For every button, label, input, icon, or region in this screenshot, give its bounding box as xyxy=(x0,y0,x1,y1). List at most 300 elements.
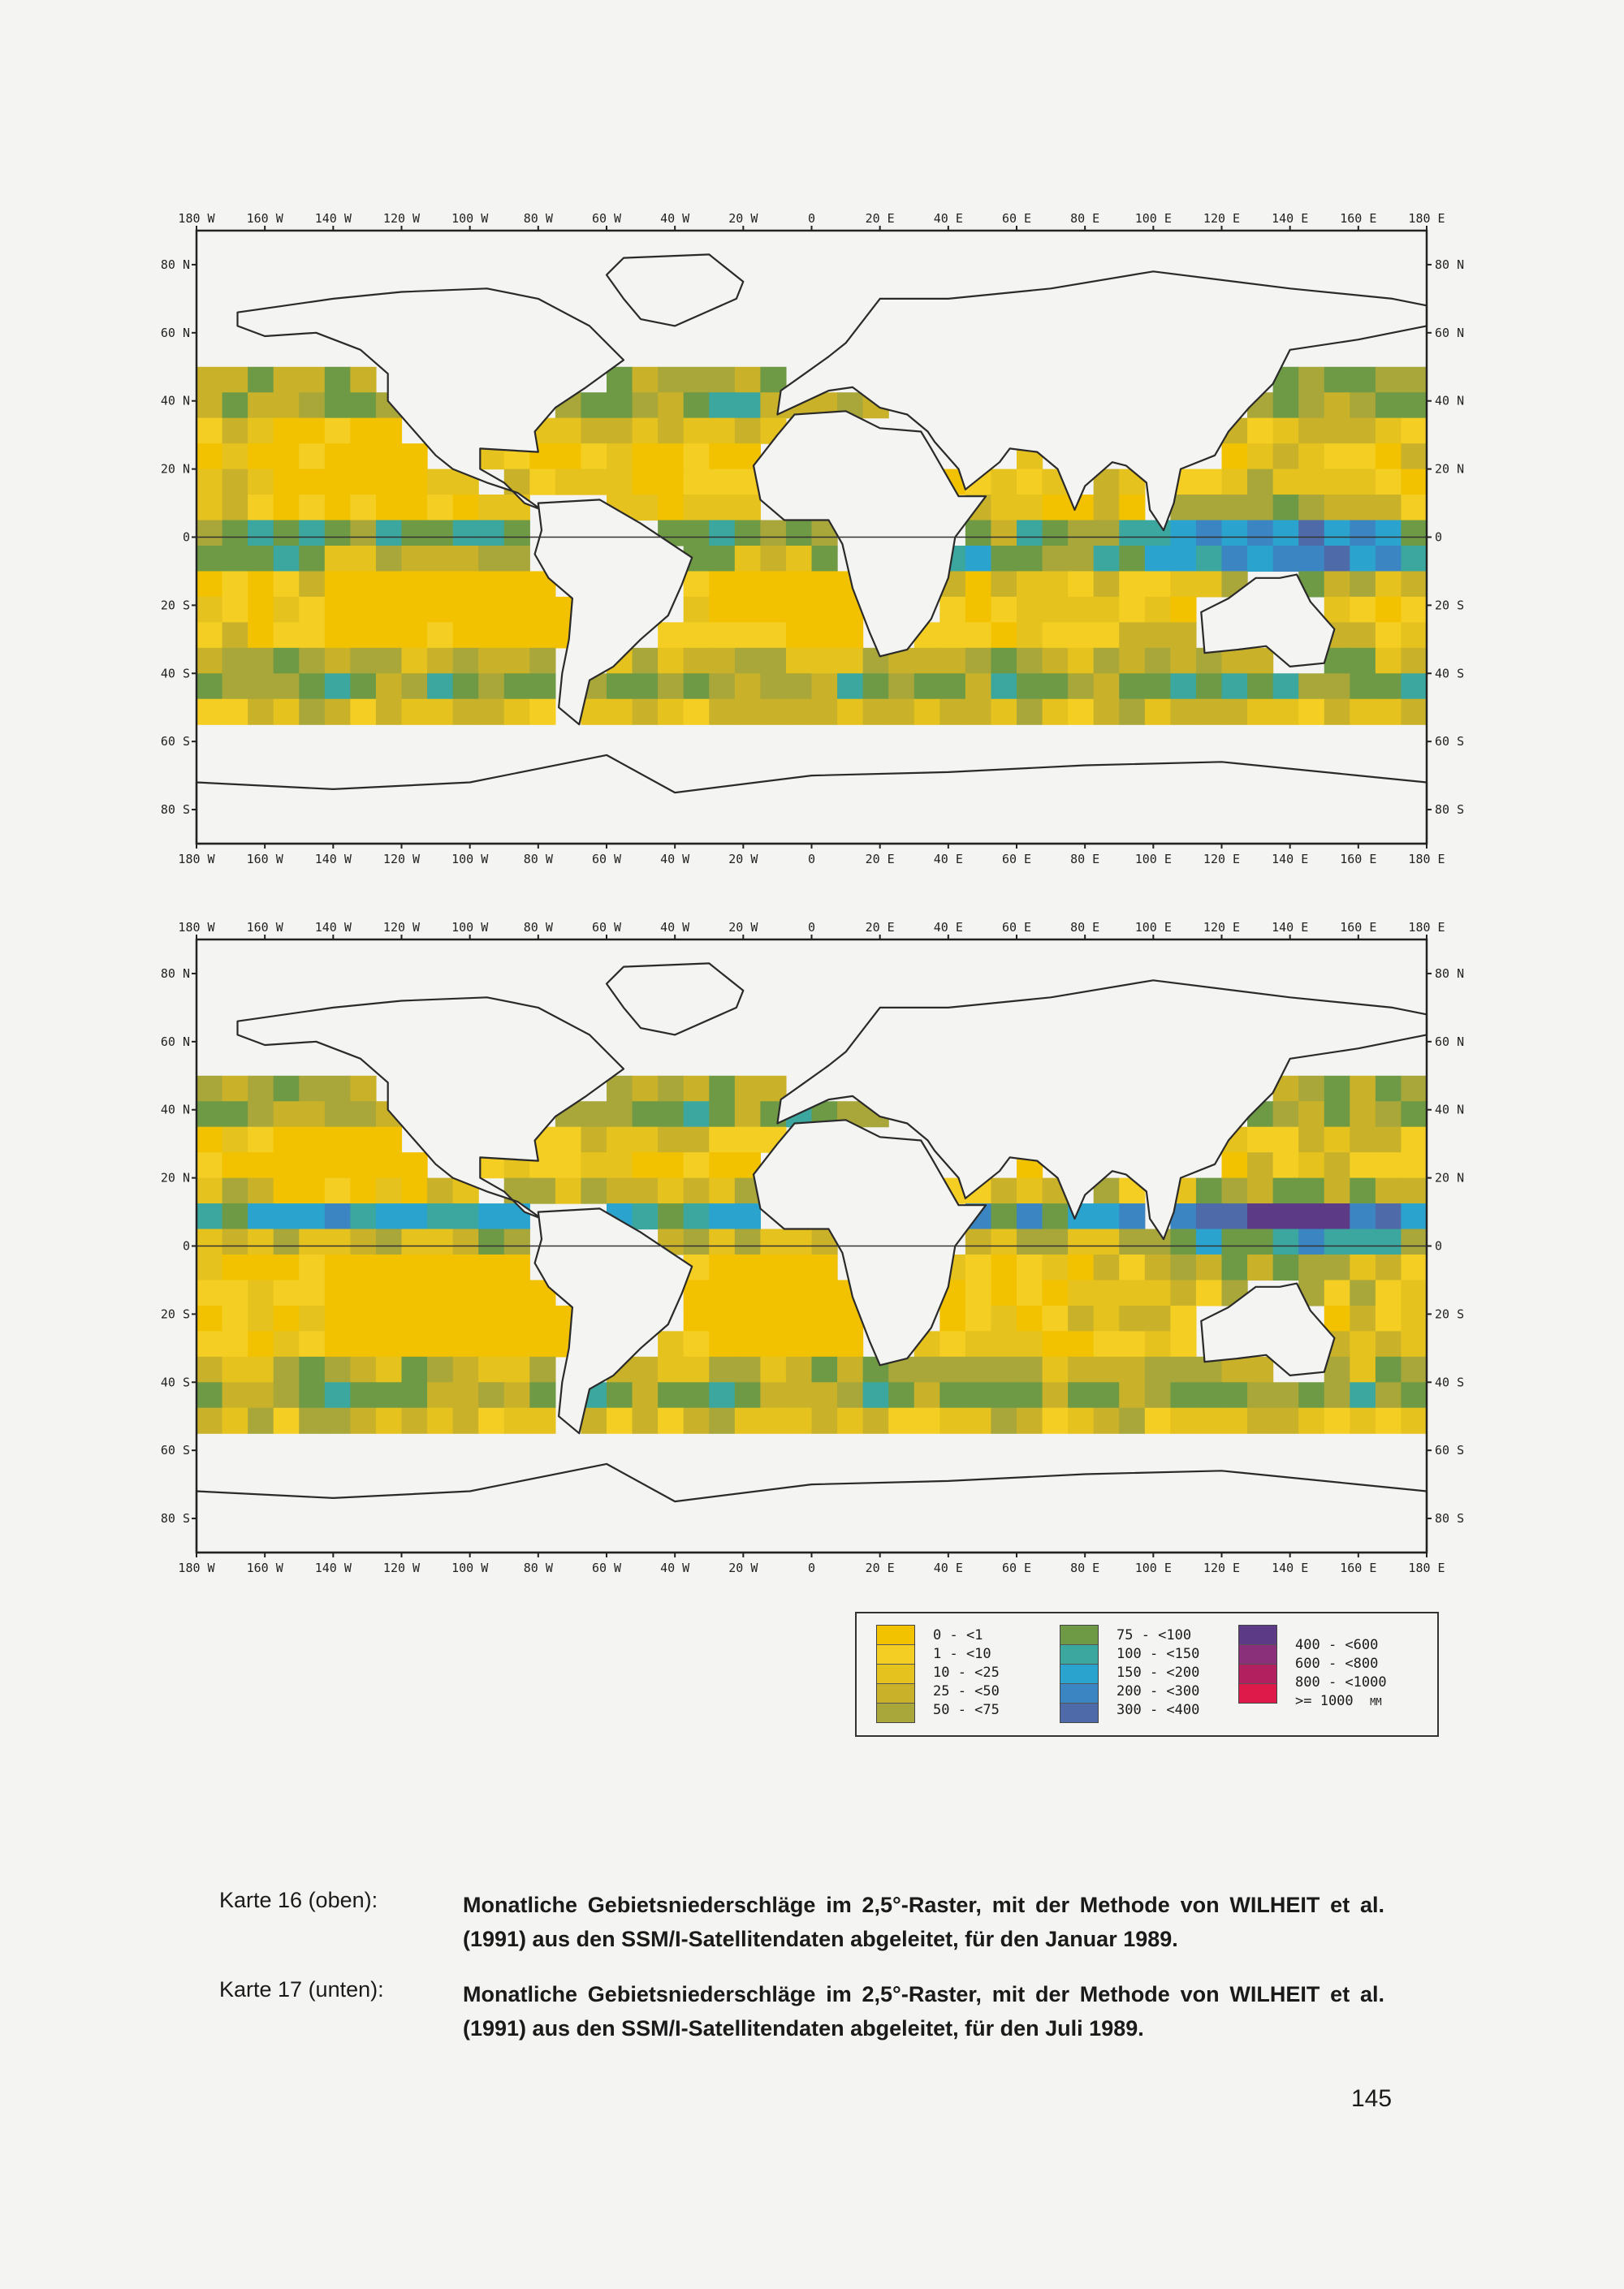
precip-cell xyxy=(760,1357,786,1383)
precip-cell xyxy=(633,1203,659,1229)
precip-cell xyxy=(760,1408,786,1434)
precip-cell xyxy=(197,1229,222,1255)
precip-cell xyxy=(248,1280,274,1306)
precip-cell xyxy=(1298,1382,1324,1408)
precip-cell xyxy=(248,1076,274,1102)
precip-cell xyxy=(350,1280,376,1306)
top-axis-label: 140 E xyxy=(1272,920,1309,935)
bottom-axis-label: 100 E xyxy=(1134,852,1172,866)
bottom-axis-label: 20 W xyxy=(728,852,758,866)
precip-cell xyxy=(222,1331,248,1357)
precip-cell xyxy=(350,1255,376,1281)
precip-cell xyxy=(1350,1101,1376,1127)
precip-cell xyxy=(427,1178,453,1204)
legend-swatch xyxy=(877,1665,914,1684)
right-axis-label: 80 S xyxy=(1435,1511,1465,1527)
precip-cell xyxy=(299,1306,325,1332)
precip-cell xyxy=(299,1203,325,1229)
precip-cell xyxy=(478,1255,504,1281)
precip-cell xyxy=(709,1127,735,1153)
bottom-axis-label: 40 E xyxy=(933,1561,963,1575)
precip-cell xyxy=(197,1382,222,1408)
precip-cell xyxy=(1068,1255,1094,1281)
precip-cell xyxy=(581,1101,607,1127)
precip-cell xyxy=(684,1178,710,1204)
precip-cell xyxy=(248,1357,274,1383)
precip-cell xyxy=(1222,1382,1248,1408)
right-axis-label: 80 N xyxy=(1435,965,1465,981)
top-axis-label: 120 W xyxy=(382,211,421,226)
precip-cell xyxy=(376,1127,402,1153)
precip-cell xyxy=(991,1203,1017,1229)
legend-label: 100 - <150 xyxy=(1116,1646,1200,1662)
precip-cell xyxy=(760,1280,786,1306)
precip-cell xyxy=(1324,1203,1350,1229)
precip-cell xyxy=(1247,1178,1273,1204)
precip-cell xyxy=(427,1331,453,1357)
precip-cell xyxy=(1145,1382,1171,1408)
precip-cell xyxy=(427,1229,453,1255)
top-axis-label: 140 W xyxy=(314,211,352,226)
legend-label: 150 - <200 xyxy=(1116,1665,1200,1681)
precip-cell xyxy=(760,1382,786,1408)
legend-swatch xyxy=(1060,1626,1098,1645)
precip-cell xyxy=(1196,1382,1222,1408)
precip-cell xyxy=(709,1076,735,1102)
bottom-axis-label: 40 W xyxy=(660,1561,690,1575)
legend-swatch xyxy=(1239,1684,1276,1703)
precip-cell xyxy=(427,1255,453,1281)
precip-cell xyxy=(529,1306,555,1332)
precip-cell xyxy=(1043,1331,1069,1357)
precip-cell xyxy=(939,1331,965,1357)
precip-cell xyxy=(325,1382,351,1408)
precip-cell xyxy=(325,1203,351,1229)
precip-cell xyxy=(939,1408,965,1434)
bottom-axis-label: 160 W xyxy=(246,852,283,866)
precip-cell xyxy=(478,1408,504,1434)
precip-cell xyxy=(735,1127,761,1153)
left-axis-label: 60 N xyxy=(160,325,190,340)
top-axis-label: 120 E xyxy=(1203,211,1241,226)
bottom-axis-label: 180 W xyxy=(178,1561,215,1575)
precip-cell xyxy=(837,1331,863,1357)
precip-cell xyxy=(222,1229,248,1255)
precip-cell xyxy=(248,1255,274,1281)
precip-cell xyxy=(581,1127,607,1153)
precip-cell xyxy=(965,1255,991,1281)
precip-cell xyxy=(1401,1203,1427,1229)
precip-cell xyxy=(812,1280,838,1306)
precip-cell xyxy=(633,1357,659,1383)
precip-cell xyxy=(350,1408,376,1434)
precip-cell xyxy=(1298,1408,1324,1434)
precip-cell xyxy=(1170,1306,1196,1332)
precip-cell xyxy=(248,1331,274,1357)
legend-swatch-stack-1 xyxy=(876,1625,915,1723)
precip-cell xyxy=(197,1280,222,1306)
top-axis-label: 40 E xyxy=(933,211,963,226)
precip-cell xyxy=(939,1357,965,1383)
precip-cell xyxy=(735,1203,761,1229)
precip-cell xyxy=(197,1101,222,1127)
precip-cell xyxy=(607,1178,633,1204)
top-axis-label: 140 W xyxy=(314,920,352,935)
precip-cell xyxy=(812,1306,838,1332)
precip-cell xyxy=(1401,1101,1427,1127)
precip-cell xyxy=(684,1127,710,1153)
precip-cell xyxy=(709,1382,735,1408)
precip-cell xyxy=(684,1203,710,1229)
bottom-axis-label: 60 E xyxy=(1001,1561,1032,1575)
bottom-axis-label: 140 E xyxy=(1272,852,1309,866)
precip-cell xyxy=(402,1178,428,1204)
precip-cell xyxy=(504,1382,530,1408)
left-axis-label: 20 S xyxy=(160,1306,190,1322)
precip-cell xyxy=(504,1178,530,1204)
precip-cell xyxy=(478,1357,504,1383)
legend-swatch xyxy=(1239,1626,1276,1645)
precip-cell xyxy=(1350,1076,1376,1102)
precip-cell xyxy=(299,1127,325,1153)
top-axis-label: 160 E xyxy=(1340,920,1377,935)
top-axis-label: 40 W xyxy=(660,211,690,226)
precip-cell xyxy=(1119,1229,1145,1255)
precip-cell xyxy=(1043,1408,1069,1434)
precip-cell xyxy=(529,1331,555,1357)
precip-cell xyxy=(274,1306,300,1332)
precip-cell xyxy=(1017,1255,1043,1281)
precip-cell xyxy=(402,1357,428,1383)
precip-cell xyxy=(376,1229,402,1255)
precip-cell xyxy=(1196,1408,1222,1434)
precip-cell xyxy=(581,1178,607,1204)
precip-cell xyxy=(1017,1306,1043,1332)
precip-cell xyxy=(350,1152,376,1178)
top-axis-label: 180 E xyxy=(1408,920,1445,935)
precip-cell xyxy=(735,1306,761,1332)
precip-cell xyxy=(325,1178,351,1204)
precip-cell xyxy=(786,1382,812,1408)
precip-cell xyxy=(529,1178,555,1204)
precip-cell xyxy=(402,1280,428,1306)
right-axis-label: 40 S xyxy=(1435,666,1465,681)
precip-cell xyxy=(709,1178,735,1204)
top-axis-label: 100 E xyxy=(1134,211,1172,226)
precip-cell xyxy=(658,1076,684,1102)
precip-cell xyxy=(939,1306,965,1332)
landmass xyxy=(197,1464,1427,1553)
left-axis-label: 60 S xyxy=(160,1443,190,1458)
precip-cell xyxy=(402,1152,428,1178)
precip-cell xyxy=(248,1152,274,1178)
precip-cell xyxy=(402,1382,428,1408)
left-axis-label: 60 N xyxy=(160,1034,190,1049)
right-axis-label: 40 N xyxy=(1435,1102,1465,1117)
precip-cell xyxy=(965,1280,991,1306)
precip-cell xyxy=(709,1255,735,1281)
bottom-axis-label: 80 W xyxy=(523,1561,553,1575)
precip-cell xyxy=(735,1280,761,1306)
precip-cell xyxy=(402,1203,428,1229)
precip-cell xyxy=(658,1127,684,1153)
precip-cell xyxy=(222,1152,248,1178)
precip-cell xyxy=(709,1331,735,1357)
legend-labels-1 xyxy=(933,1626,1000,1720)
precip-cell xyxy=(607,1382,633,1408)
precip-cell xyxy=(1298,1255,1324,1281)
precip-cell xyxy=(1247,1229,1273,1255)
precip-cell xyxy=(274,1178,300,1204)
precip-cell xyxy=(965,1306,991,1332)
top-axis-label: 160 E xyxy=(1340,211,1377,226)
precip-cell xyxy=(248,1127,274,1153)
precip-cell xyxy=(325,1229,351,1255)
caption-key: Karte 16 (oben): xyxy=(219,1888,378,1912)
precip-cell xyxy=(453,1357,479,1383)
precip-cell xyxy=(248,1229,274,1255)
precip-cell xyxy=(965,1229,991,1255)
precip-cell xyxy=(633,1127,659,1153)
precip-cell xyxy=(248,1101,274,1127)
top-axis-label: 120 E xyxy=(1203,920,1241,935)
precip-cell xyxy=(735,1382,761,1408)
precip-cell xyxy=(1068,1357,1094,1383)
precip-cell xyxy=(1094,1331,1120,1357)
legend-swatch xyxy=(1060,1665,1098,1684)
precip-cell xyxy=(325,1331,351,1357)
right-axis-label: 20 N xyxy=(1435,1170,1465,1186)
precip-cell xyxy=(1350,1255,1376,1281)
precip-cell xyxy=(427,1408,453,1434)
precip-cell xyxy=(658,1203,684,1229)
precip-cell xyxy=(376,1382,402,1408)
precip-cell xyxy=(837,1357,863,1383)
precip-cell xyxy=(1170,1229,1196,1255)
right-axis-label: 40 N xyxy=(1435,393,1465,408)
legend-label-text: >= 1000 xyxy=(1295,1693,1354,1709)
precip-cell xyxy=(837,1382,863,1408)
precip-cell xyxy=(197,1408,222,1434)
precip-cell xyxy=(299,1331,325,1357)
precip-cell xyxy=(453,1382,479,1408)
top-axis-label: 180 W xyxy=(178,920,215,935)
legend-swatch-stack-3 xyxy=(1238,1625,1277,1704)
precip-cell xyxy=(735,1357,761,1383)
precip-cell xyxy=(1170,1357,1196,1383)
precip-cell xyxy=(402,1306,428,1332)
precip-cell xyxy=(1376,1101,1402,1127)
precip-cell xyxy=(735,1076,761,1102)
precip-cell xyxy=(197,1255,222,1281)
left-axis-label: 20 N xyxy=(160,461,190,477)
top-axis-label: 40 E xyxy=(933,920,963,935)
precip-cell xyxy=(1094,1382,1120,1408)
precip-cell xyxy=(248,1178,274,1204)
precip-cell xyxy=(222,1357,248,1383)
bottom-axis-label: 80 E xyxy=(1070,1561,1100,1575)
precip-cell xyxy=(1350,1178,1376,1204)
precip-cell xyxy=(299,1382,325,1408)
precip-cell xyxy=(222,1306,248,1332)
bottom-axis-label: 120 E xyxy=(1203,852,1241,866)
legend-unit: MM xyxy=(1370,1696,1382,1708)
precip-cell xyxy=(1376,1331,1402,1357)
precip-cell xyxy=(299,1408,325,1434)
precip-cell xyxy=(222,1203,248,1229)
precip-cell xyxy=(274,1382,300,1408)
precip-cell xyxy=(991,1255,1017,1281)
precip-cell xyxy=(1043,1203,1069,1229)
precip-cell xyxy=(914,1357,940,1383)
precip-cell xyxy=(325,1306,351,1332)
precip-cell xyxy=(812,1255,838,1281)
precip-cell xyxy=(888,1382,914,1408)
precip-cell xyxy=(735,1255,761,1281)
precip-cell xyxy=(402,1255,428,1281)
left-axis-label: 40 N xyxy=(160,1102,190,1117)
left-axis-label: 0 xyxy=(182,529,190,545)
precip-cell xyxy=(760,1229,786,1255)
precip-cell xyxy=(1324,1408,1350,1434)
precip-cell xyxy=(1094,1280,1120,1306)
precip-cell xyxy=(1324,1076,1350,1102)
bottom-axis-label: 180 E xyxy=(1408,852,1445,866)
precip-cell xyxy=(248,1203,274,1229)
precip-cell xyxy=(504,1357,530,1383)
bottom-axis-label: 40 W xyxy=(660,852,690,866)
legend-labels-2 xyxy=(1116,1626,1199,1720)
precip-cell xyxy=(427,1357,453,1383)
precip-cell xyxy=(658,1382,684,1408)
precip-cell xyxy=(299,1101,325,1127)
precip-cell xyxy=(1401,1178,1427,1204)
top-axis-label: 0 xyxy=(807,920,816,935)
precip-cell xyxy=(1298,1203,1324,1229)
top-axis-label: 120 W xyxy=(382,920,421,935)
precip-cell xyxy=(1273,1255,1299,1281)
precip-cell xyxy=(299,1357,325,1383)
precip-cell xyxy=(1273,1408,1299,1434)
precip-cell xyxy=(1196,1178,1222,1204)
precip-cell xyxy=(325,1357,351,1383)
precip-cell xyxy=(709,1229,735,1255)
bottom-axis-label: 80 W xyxy=(523,852,553,866)
top-axis-label: 140 E xyxy=(1272,211,1309,226)
precip-cell xyxy=(607,1076,633,1102)
precip-cell xyxy=(1376,1127,1402,1153)
precip-cell xyxy=(991,1306,1017,1332)
precip-cell xyxy=(222,1127,248,1153)
precip-cell xyxy=(478,1229,504,1255)
top-axis-label: 20 W xyxy=(728,920,758,935)
top-axis-label: 180 E xyxy=(1408,211,1445,226)
precip-cell xyxy=(1273,1101,1299,1127)
precip-cell xyxy=(760,1331,786,1357)
precip-cell xyxy=(1324,1255,1350,1281)
precip-cell xyxy=(478,1203,504,1229)
precip-cell xyxy=(1017,1331,1043,1357)
left-axis-label: 80 S xyxy=(160,802,190,818)
bottom-axis-label: 0 xyxy=(807,1561,816,1575)
precip-cell xyxy=(991,1229,1017,1255)
legend-label: 400 - <600 xyxy=(1295,1637,1379,1653)
precip-cell xyxy=(1170,1408,1196,1434)
bottom-axis-label: 120 W xyxy=(382,852,421,866)
precip-cell xyxy=(1324,1178,1350,1204)
right-axis-label: 0 xyxy=(1435,529,1443,545)
precip-cell xyxy=(1017,1178,1043,1204)
precip-cell xyxy=(197,1127,222,1153)
precip-cell xyxy=(376,1357,402,1383)
precip-cell xyxy=(684,1152,710,1178)
bottom-axis-label: 100 W xyxy=(451,1561,489,1575)
precip-cell xyxy=(1222,1203,1248,1229)
bottom-axis-label: 20 E xyxy=(865,852,895,866)
precip-cell xyxy=(1350,1357,1376,1383)
precip-cell xyxy=(402,1331,428,1357)
precip-cell xyxy=(709,1203,735,1229)
precip-cell xyxy=(274,1255,300,1281)
precip-cell xyxy=(786,1331,812,1357)
precip-cell xyxy=(914,1408,940,1434)
precip-cell xyxy=(658,1178,684,1204)
top-axis-label: 60 W xyxy=(591,920,622,935)
precip-cell xyxy=(478,1382,504,1408)
bottom-axis-label: 60 W xyxy=(591,1561,622,1575)
landmass xyxy=(607,963,743,1034)
precip-cell xyxy=(812,1331,838,1357)
precip-cell xyxy=(274,1357,300,1383)
precip-cell xyxy=(812,1408,838,1434)
precip-cell xyxy=(1324,1101,1350,1127)
precip-cell xyxy=(1376,1152,1402,1178)
right-axis-label: 80 N xyxy=(1435,257,1465,272)
precip-cell xyxy=(1376,1229,1402,1255)
precip-cell xyxy=(1350,1203,1376,1229)
precip-cell xyxy=(350,1127,376,1153)
precip-cell xyxy=(1068,1306,1094,1332)
top-axis-label: 20 E xyxy=(865,920,895,935)
precip-cell xyxy=(1247,1152,1273,1178)
precip-cell xyxy=(1094,1229,1120,1255)
bottom-axis-label: 100 E xyxy=(1134,1561,1172,1575)
bottom-axis-label: 180 W xyxy=(178,852,215,866)
precip-cell xyxy=(1273,1152,1299,1178)
precip-cell xyxy=(684,1306,710,1332)
legend-swatch xyxy=(1239,1645,1276,1665)
precip-cell xyxy=(991,1357,1017,1383)
precip-cell xyxy=(1247,1357,1273,1383)
precip-cell xyxy=(350,1178,376,1204)
precip-cell xyxy=(1222,1408,1248,1434)
legend-swatch xyxy=(877,1626,914,1645)
precip-cell xyxy=(633,1408,659,1434)
precip-cell xyxy=(197,1178,222,1204)
precip-cell xyxy=(991,1382,1017,1408)
precip-cell xyxy=(1145,1408,1171,1434)
precip-cell xyxy=(786,1357,812,1383)
precip-cell xyxy=(325,1101,351,1127)
precip-cell xyxy=(1170,1382,1196,1408)
precip-cell xyxy=(299,1255,325,1281)
precip-cell xyxy=(1222,1152,1248,1178)
precip-cell xyxy=(1222,1255,1248,1281)
precip-cell xyxy=(555,1127,581,1153)
right-axis-label: 60 N xyxy=(1435,325,1465,340)
precip-cell xyxy=(633,1382,659,1408)
precip-cell xyxy=(529,1408,555,1434)
